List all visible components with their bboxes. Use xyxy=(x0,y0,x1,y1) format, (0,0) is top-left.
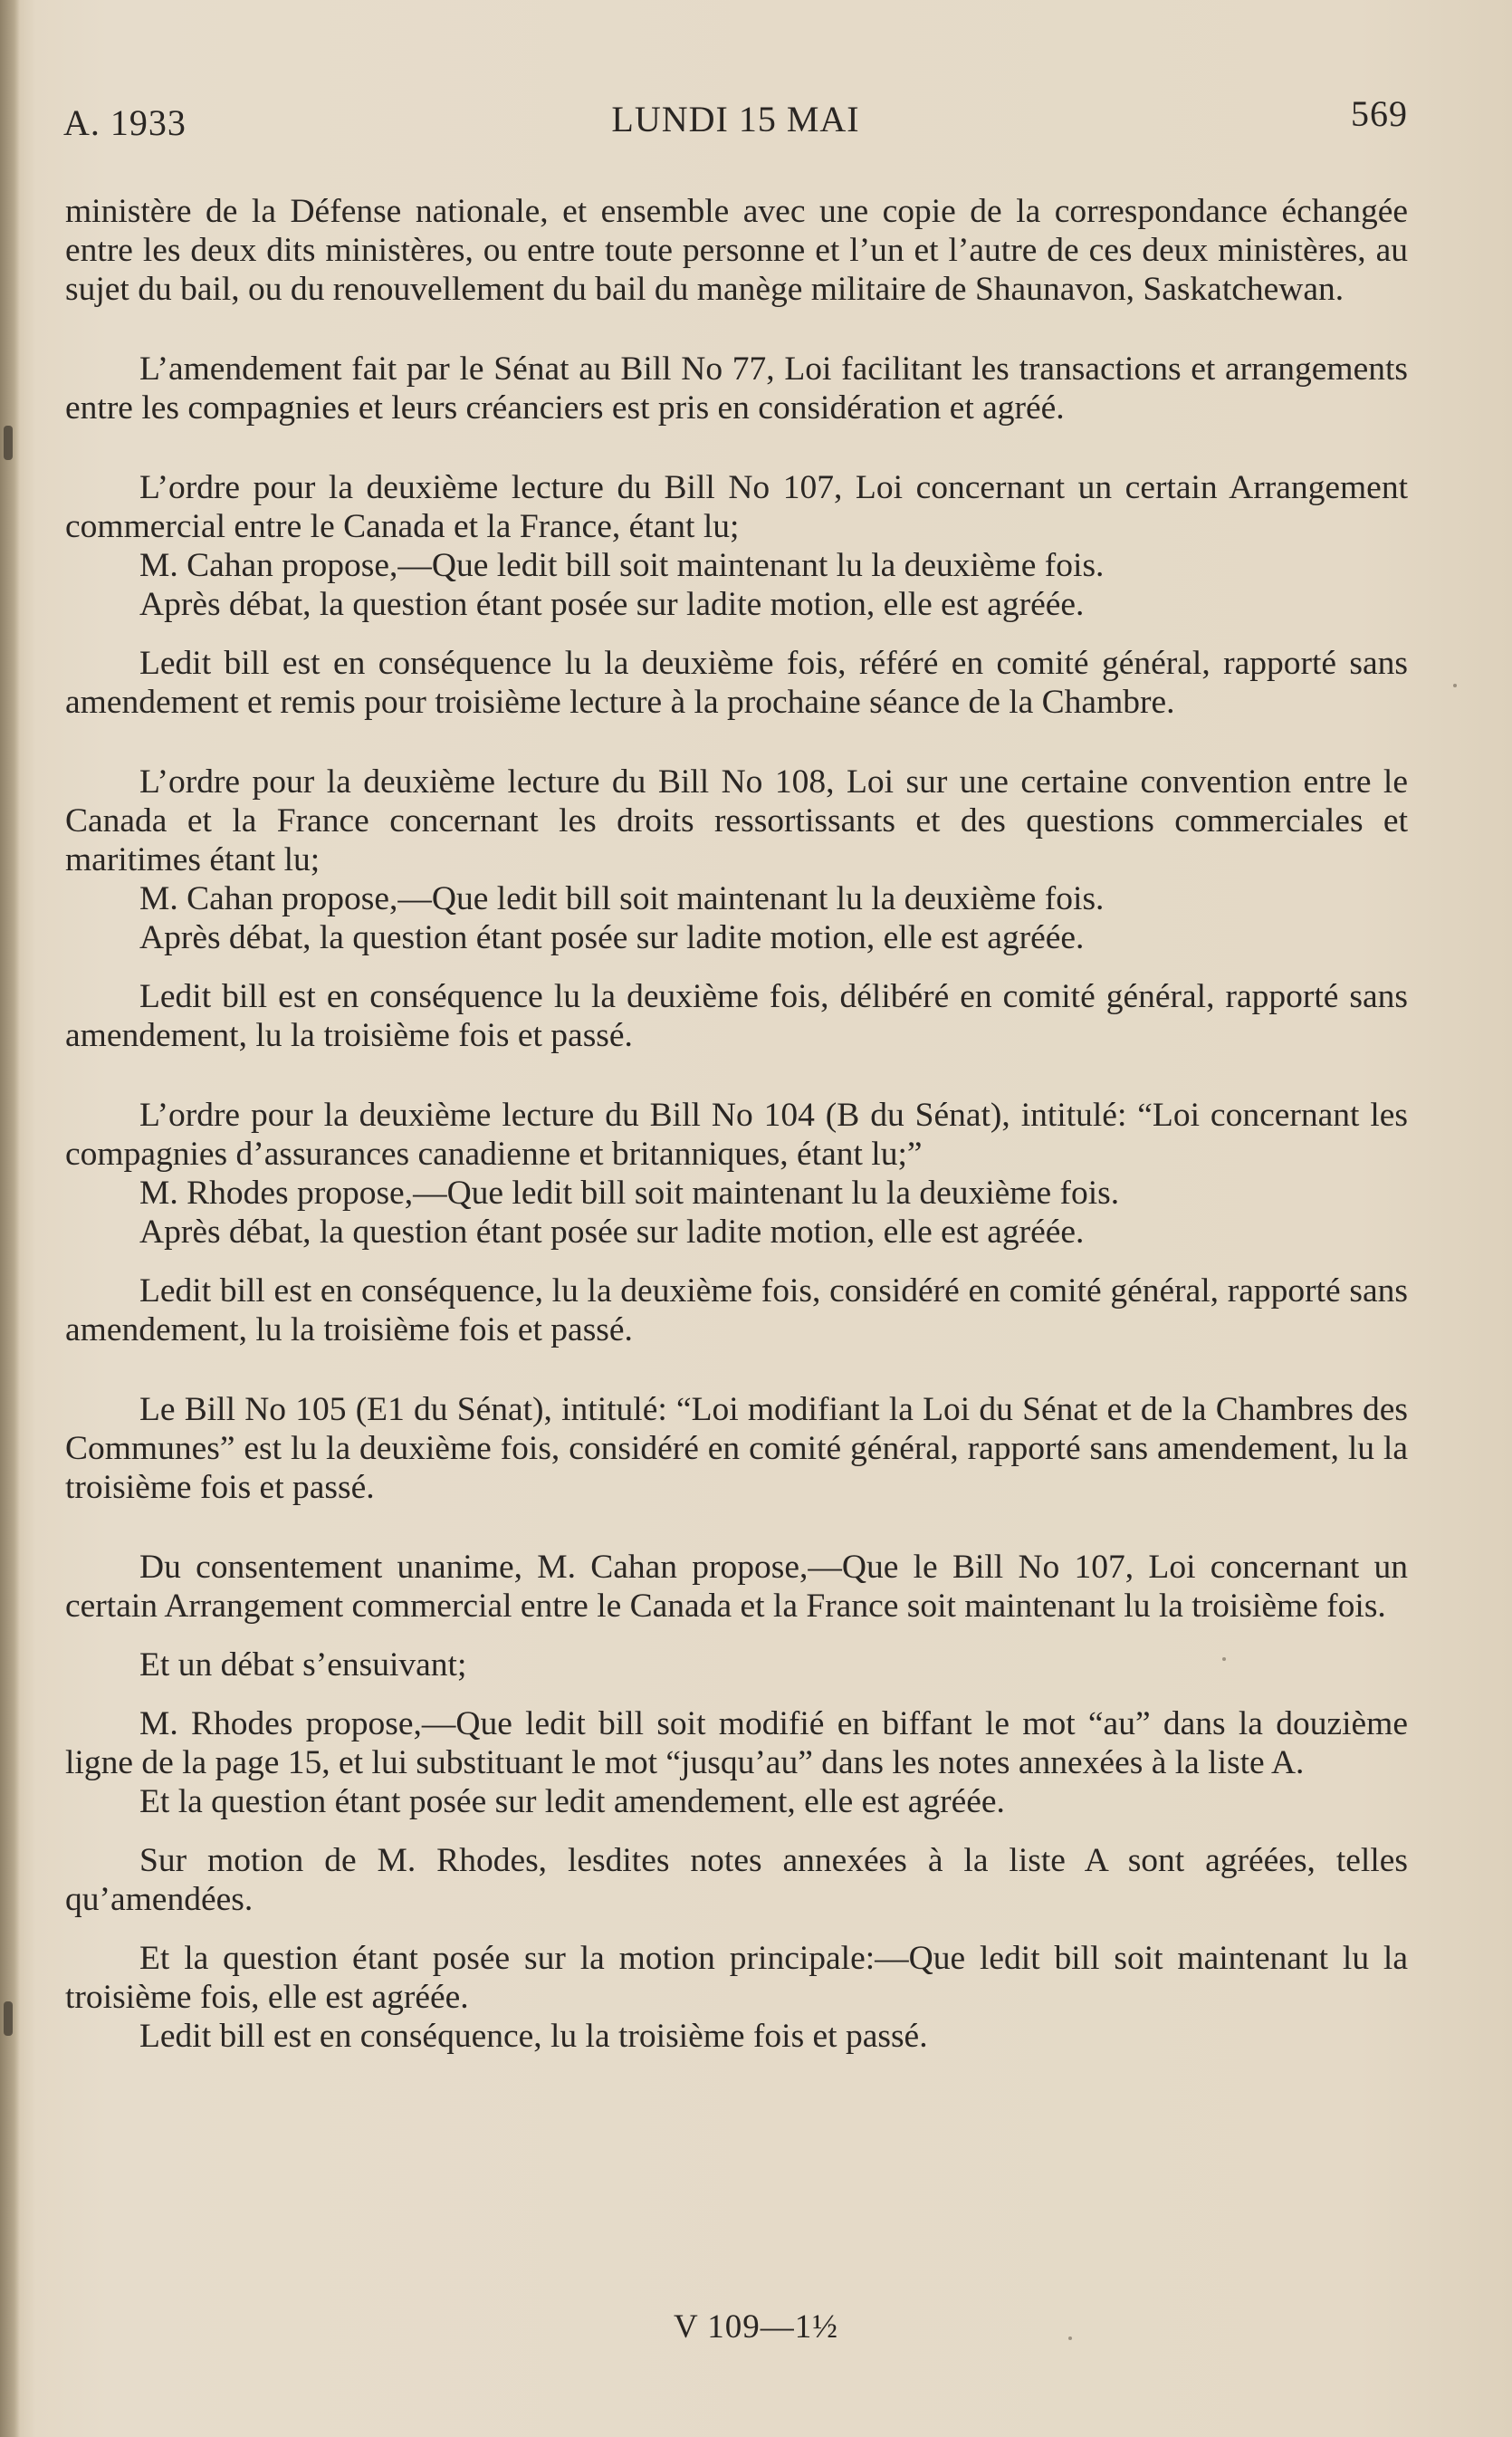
binding-hole xyxy=(4,426,13,460)
page-date-title: LUNDI 15 MAI xyxy=(611,99,860,139)
paragraph: Après débat, la question étant posée sur ladite motion, elle est agréée. xyxy=(139,586,1085,623)
paper-speck xyxy=(1068,2336,1072,2340)
paragraph: L’ordre pour la deuxième lecture du Bill No 107, Loi concernant un certain Arrangement commercial entre le Canada et la France, étant lu; xyxy=(65,469,1408,545)
paragraph: ministère de la Défense nationale, et ensemble avec une copie de la correspondance échangée entre les deux dits ministères, ou entre toute personne et l’un et l’autre de ces deux ministères, au sujet du bail, ou du renouvellement du bail du manège militaire de Shaunavon, Saskatchewan. xyxy=(65,193,1408,308)
paragraph: L’ordre pour la deuxième lecture du Bill No 108, Loi sur une certaine convention entre le Canada et la France concernant les droits ressortissants et des questions commerciales et maritimes étant lu; xyxy=(65,763,1408,878)
paper-speck xyxy=(1453,684,1457,687)
paragraph: Ledit bill est en conséquence lu la deuxième fois, délibéré en comité général, rapporté sans amendement, lu la troisième fois et passé. xyxy=(65,978,1408,1054)
paragraph: Et la question étant posée sur ledit amendement, elle est agréée. xyxy=(139,1783,1005,1820)
paragraph: M. Cahan propose,—Que ledit bill soit maintenant lu la deuxième fois. xyxy=(139,880,1105,917)
journal-body xyxy=(65,192,1408,2056)
paragraph: L’ordre pour la deuxième lecture du Bill No 104 (B du Sénat), intitulé: “Loi concernant les compagnies d’assurances canadienne et britanniques, étant lu;” xyxy=(65,1097,1408,1173)
paragraph: M. Rhodes propose,—Que ledit bill soit maintenant lu la deuxième fois. xyxy=(139,1175,1120,1212)
printer-signature-mark: V 109—1½ xyxy=(673,2308,839,2346)
paragraph: Et la question étant posée sur la motion principale:—Que ledit bill soit maintenant lu la troisième fois, elle est agréée. xyxy=(65,1940,1408,2016)
paragraph: Ledit bill est en conséquence, lu la troisième fois et passé. xyxy=(139,2018,928,2055)
paragraph: Et un débat s’ensuivant; xyxy=(139,1646,467,1684)
binding-hole xyxy=(4,2001,13,2036)
paragraph: Le Bill No 105 (E1 du Sénat), intitulé: “Loi modifiant la Loi du Sénat et de la Chambres des Communes” est lu la deuxième fois, considéré en comité général, rapporté sans amendement, lu la troisième fois et passé. xyxy=(65,1391,1408,1506)
paragraph: Ledit bill est en conséquence lu la deuxième fois, référé en comité général, rapporté sans amendement et remis pour troisième lecture à la prochaine séance de la Chambre. xyxy=(65,645,1408,721)
session-year: A. 1933 xyxy=(63,102,187,143)
paragraph: M. Cahan propose,—Que ledit bill soit maintenant lu la deuxième fois. xyxy=(139,547,1105,584)
paragraph: Sur motion de M. Rhodes, lesdites notes annexées à la liste A sont agréées, telles qu’amendées. xyxy=(65,1842,1408,1918)
running-header xyxy=(63,92,1408,147)
paragraph: Après débat, la question étant posée sur ladite motion, elle est agréée. xyxy=(139,1214,1085,1251)
paragraph: Du consentement unanime, M. Cahan propose,—Que le Bill No 107, Loi concernant un certain Arrangement commercial entre le Canada et la France soit maintenant lu la troisième fois. xyxy=(65,1549,1408,1625)
page-binding-edge xyxy=(0,0,20,2437)
page-number: 569 xyxy=(1351,93,1408,134)
paper-speck xyxy=(1222,1657,1226,1661)
paragraph: M. Rhodes propose,—Que ledit bill soit modifié en biffant le mot “au” dans la douzième ligne de la page 15, et lui substituant le mot “jusqu’au” dans les notes annexées à la liste A. xyxy=(65,1705,1408,1781)
paragraph: Après débat, la question étant posée sur ladite motion, elle est agréée. xyxy=(139,919,1085,956)
paragraph: Ledit bill est en conséquence, lu la deuxième fois, considéré en comité général, rapporté sans amendement, lu la troisième fois et passé. xyxy=(65,1272,1408,1348)
paragraph: L’amendement fait par le Sénat au Bill No 77, Loi facilitant les transactions et arrangements entre les compagnies et leurs créanciers est pris en considération et agréé. xyxy=(65,350,1408,427)
